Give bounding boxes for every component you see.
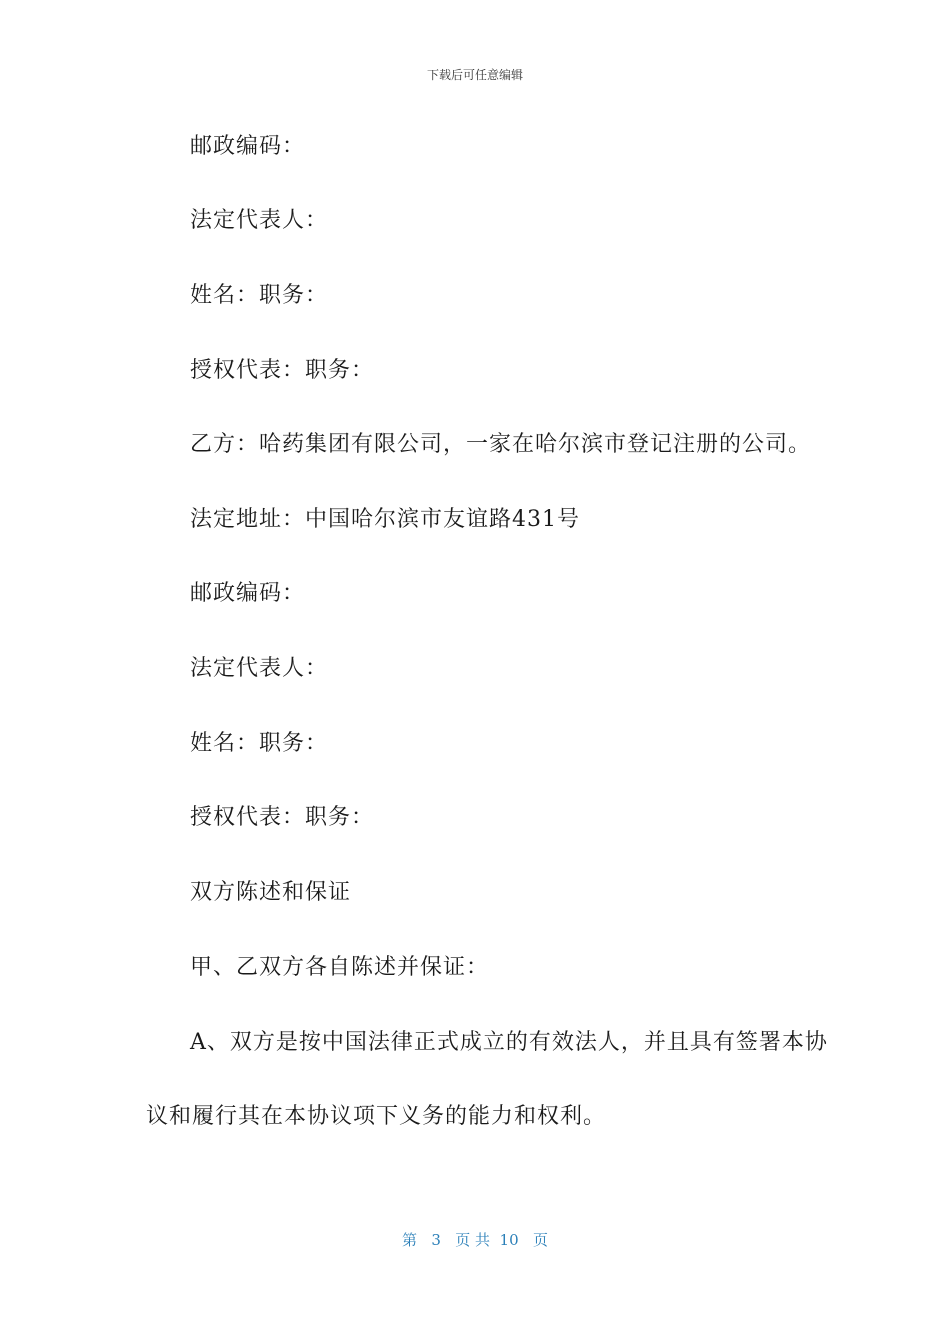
clause-a-line-2: 议和履行其在本协议项下义务的能力和权利。 bbox=[146, 1104, 607, 1129]
section-heading-representations: 双方陈述和保证 bbox=[190, 880, 352, 905]
footer-middle: 页 共 bbox=[455, 1231, 490, 1249]
page-header: 下载后可任意编辑 bbox=[426, 68, 523, 82]
authorized-representative-label-a: 授权代表：职务： bbox=[190, 358, 375, 383]
footer-prefix: 第 bbox=[402, 1231, 418, 1249]
postal-code-label-b: 邮政编码： bbox=[190, 581, 306, 606]
footer-current-page: 3 bbox=[431, 1231, 441, 1249]
legal-representative-label-b: 法定代表人： bbox=[190, 656, 329, 681]
footer-total-pages: 10 bbox=[499, 1231, 519, 1249]
representations-intro: 甲、乙双方各自陈述并保证： bbox=[190, 955, 490, 980]
name-title-label-b: 姓名：职务： bbox=[190, 731, 329, 756]
authorized-representative-label-b: 授权代表：职务： bbox=[190, 805, 375, 830]
clause-a-line-1: A、双方是按中国法律正式成立的有效法人，并且具有签署本协 bbox=[190, 1030, 828, 1055]
legal-representative-label-a: 法定代表人： bbox=[190, 208, 329, 233]
legal-address-line: 法定地址：中国哈尔滨市友谊路431号 bbox=[190, 507, 580, 532]
postal-code-label-a: 邮政编码： bbox=[190, 134, 306, 159]
name-title-label-a: 姓名：职务： bbox=[190, 283, 329, 308]
page-footer bbox=[0, 1229, 950, 1250]
footer-suffix: 页 bbox=[532, 1231, 548, 1249]
party-b-line: 乙方：哈药集团有限公司，一家在哈尔滨市登记注册的公司。 bbox=[190, 432, 812, 457]
